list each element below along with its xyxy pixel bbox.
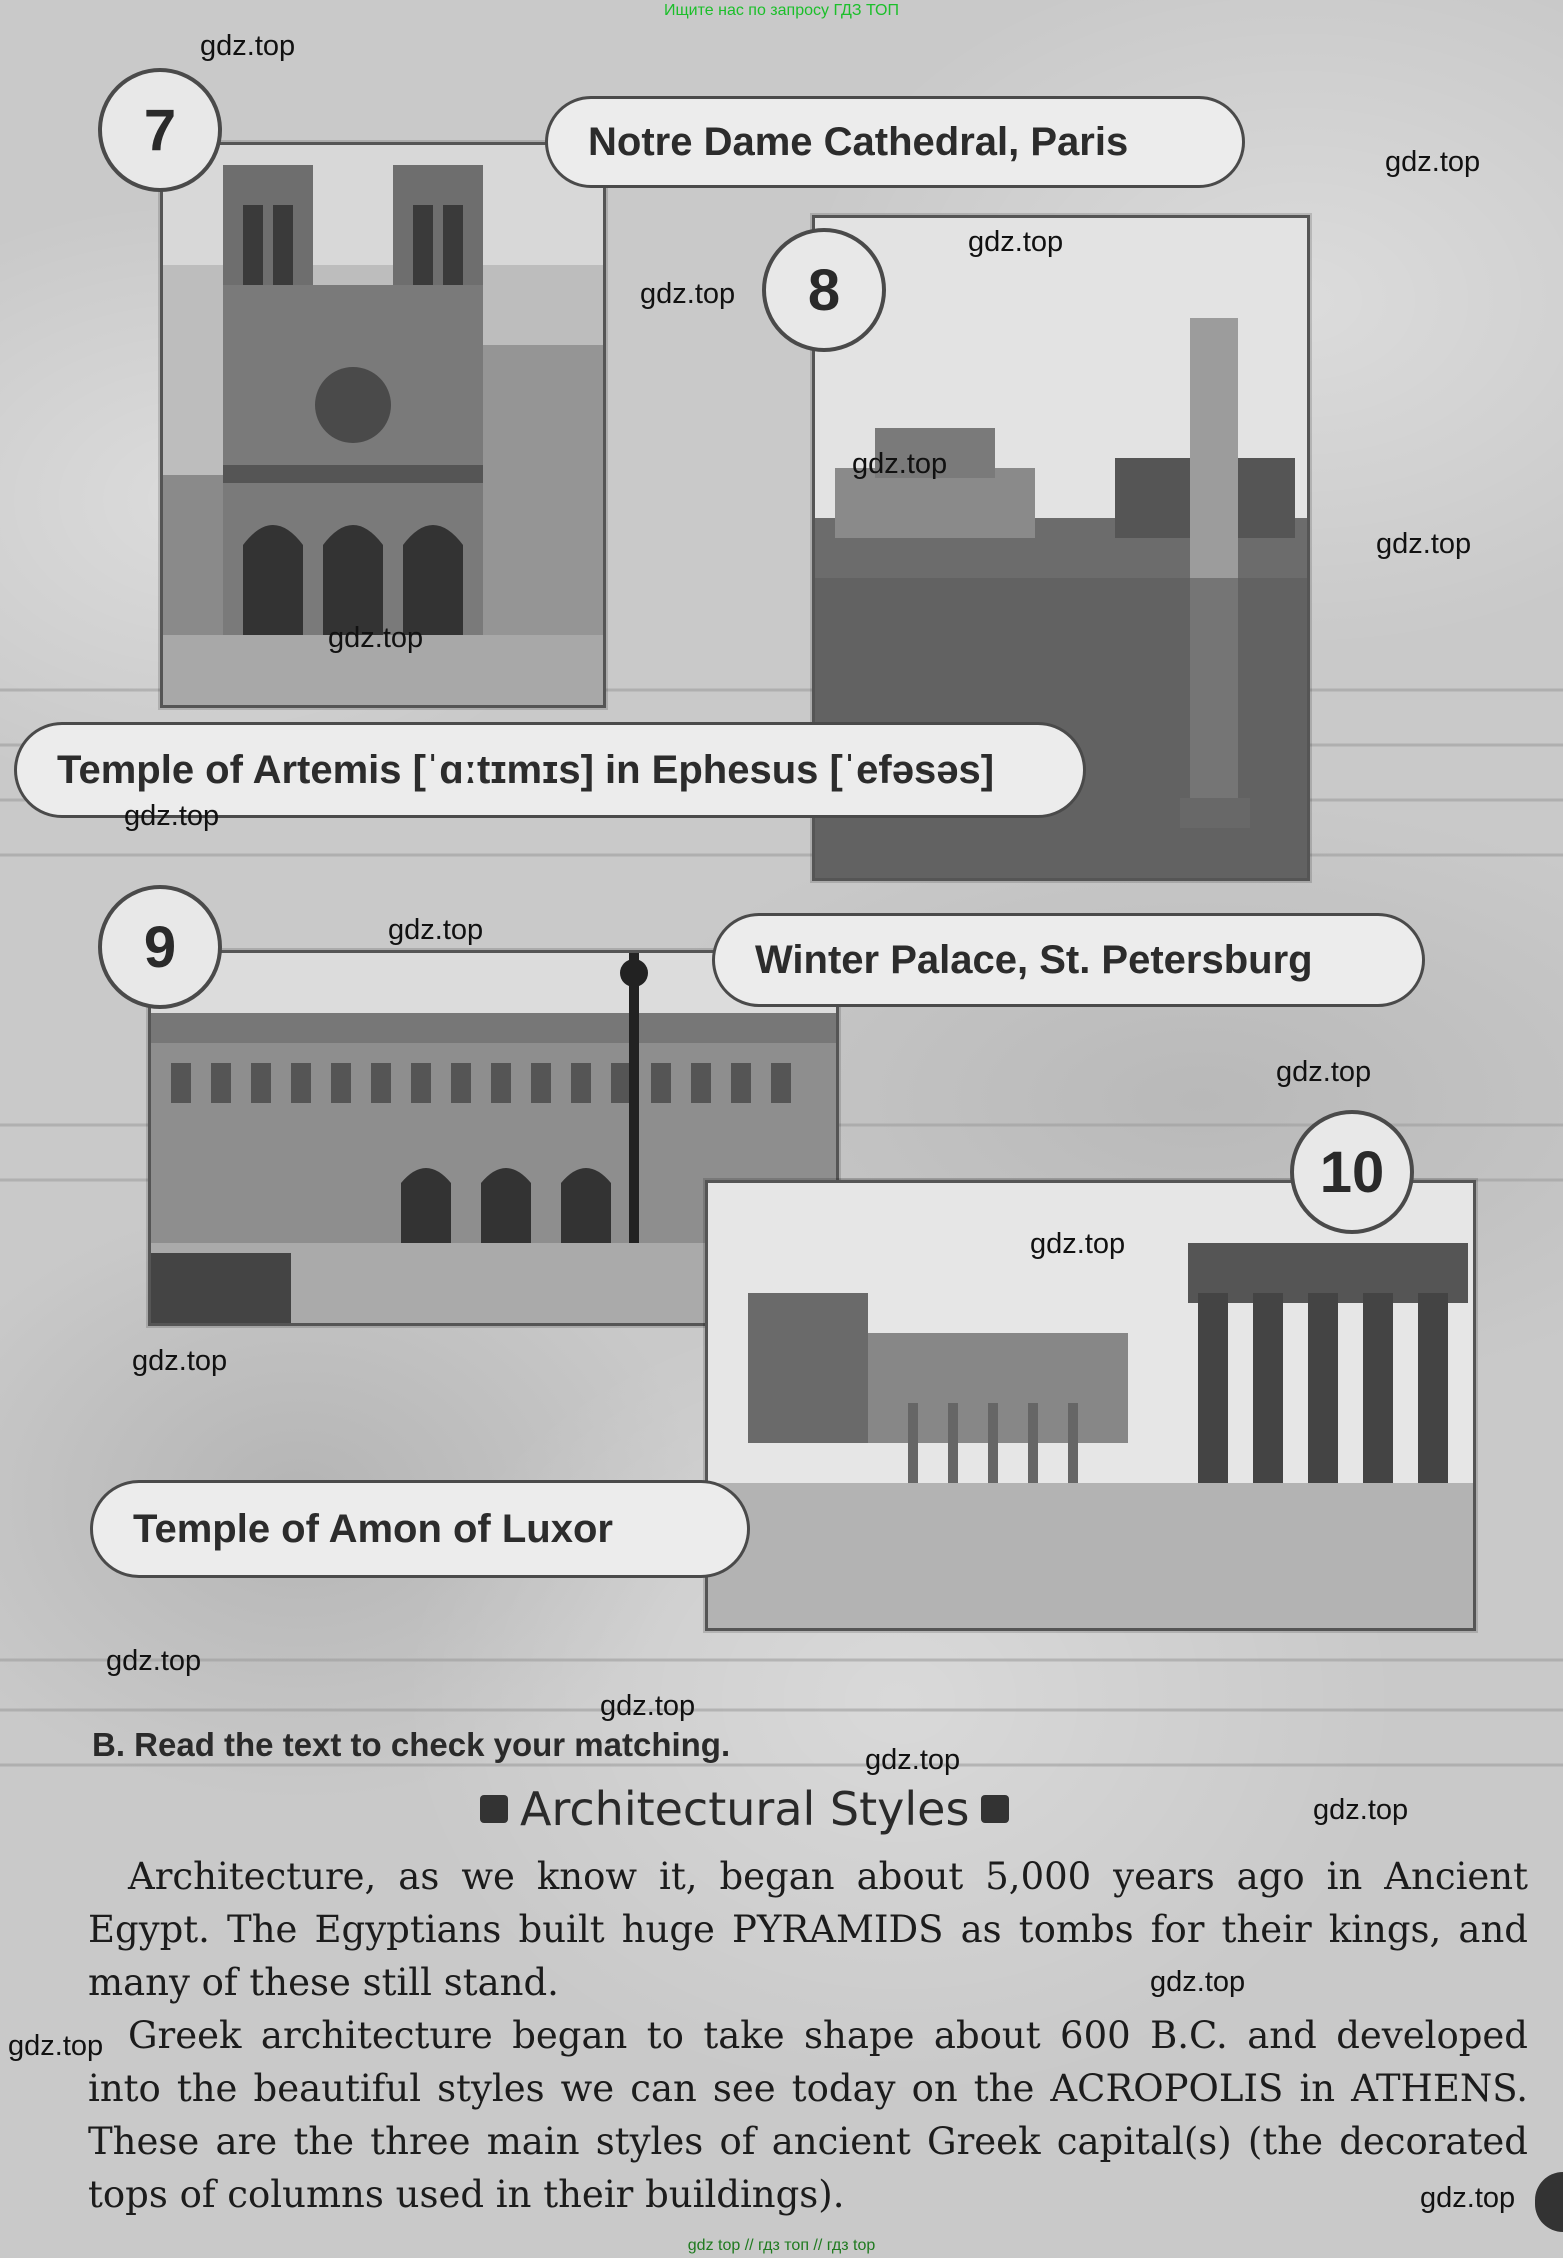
section-heading xyxy=(480,1782,1080,1836)
watermark: gdz.top xyxy=(8,2030,104,2062)
watermark: gdz.top xyxy=(640,278,736,310)
watermark: gdz.top xyxy=(1385,146,1481,178)
watermark: gdz.top xyxy=(1030,1228,1126,1260)
number-badge-10: 10 xyxy=(1290,1110,1414,1234)
number-badge-7: 7 xyxy=(98,68,222,192)
watermark: gdz.top xyxy=(600,1690,696,1722)
watermark: gdz.top xyxy=(1376,528,1472,560)
watermark: gdz.top xyxy=(200,30,296,62)
watermark: gdz.top xyxy=(1313,1794,1409,1826)
heading-square-left-icon xyxy=(480,1795,508,1823)
watermark: gdz.top xyxy=(388,914,484,946)
caption-temple-of-luxor: Temple of Amon of Luxor xyxy=(90,1480,750,1578)
watermark: gdz.top xyxy=(852,448,948,480)
watermark: gdz.top xyxy=(328,622,424,654)
watermark: gdz.top xyxy=(124,800,220,832)
number-badge-9: 9 xyxy=(98,885,222,1009)
watermark: gdz.top xyxy=(1150,1966,1246,1998)
paragraph-greek: Greek architecture began to take shape about 600 B.C. and developed into the beautiful styles we can see today on the ACROPOLIS in ATHENS. These are the three main styles of ancient Greek capital(s) (the decorated tops of columns used in their buildings). xyxy=(88,2014,1528,2216)
caption-temple-of-artemis: Temple of Artemis [ˈɑːtɪmɪs] in Ephesus [ˈefəsəs] xyxy=(14,722,1086,818)
number-badge-8: 8 xyxy=(762,228,886,352)
watermark: gdz.top xyxy=(106,1645,202,1677)
caption-winter-palace: Winter Palace, St. Petersburg xyxy=(712,913,1425,1007)
watermark: gdz.top xyxy=(1276,1056,1372,1088)
task-instruction: B. Read the text to check your matching. xyxy=(92,1726,731,1763)
heading-square-right-icon xyxy=(981,1795,1009,1823)
paragraph-egypt: Architecture, as we know it, began about 5,000 years ago in Ancient Egypt. The Egyptians built huge PYRAMIDS as tombs for their kings, and many of these still stand. xyxy=(88,1855,1528,2004)
top-banner[interactable]: Ищите нас по запросу ГДЗ ТОП xyxy=(664,2,899,19)
section-heading-text: Architectural Styles xyxy=(520,1782,970,1836)
bottom-banner[interactable]: gdz top // гдз топ // гдз top xyxy=(687,2237,876,2254)
watermark: gdz.top xyxy=(968,226,1064,258)
watermark: gdz.top xyxy=(865,1744,961,1776)
caption-notre-dame: Notre Dame Cathedral, Paris xyxy=(545,96,1245,188)
watermark: gdz.top xyxy=(1420,2182,1516,2214)
watermark: gdz.top xyxy=(132,1345,228,1377)
article-body xyxy=(88,1850,1528,2221)
